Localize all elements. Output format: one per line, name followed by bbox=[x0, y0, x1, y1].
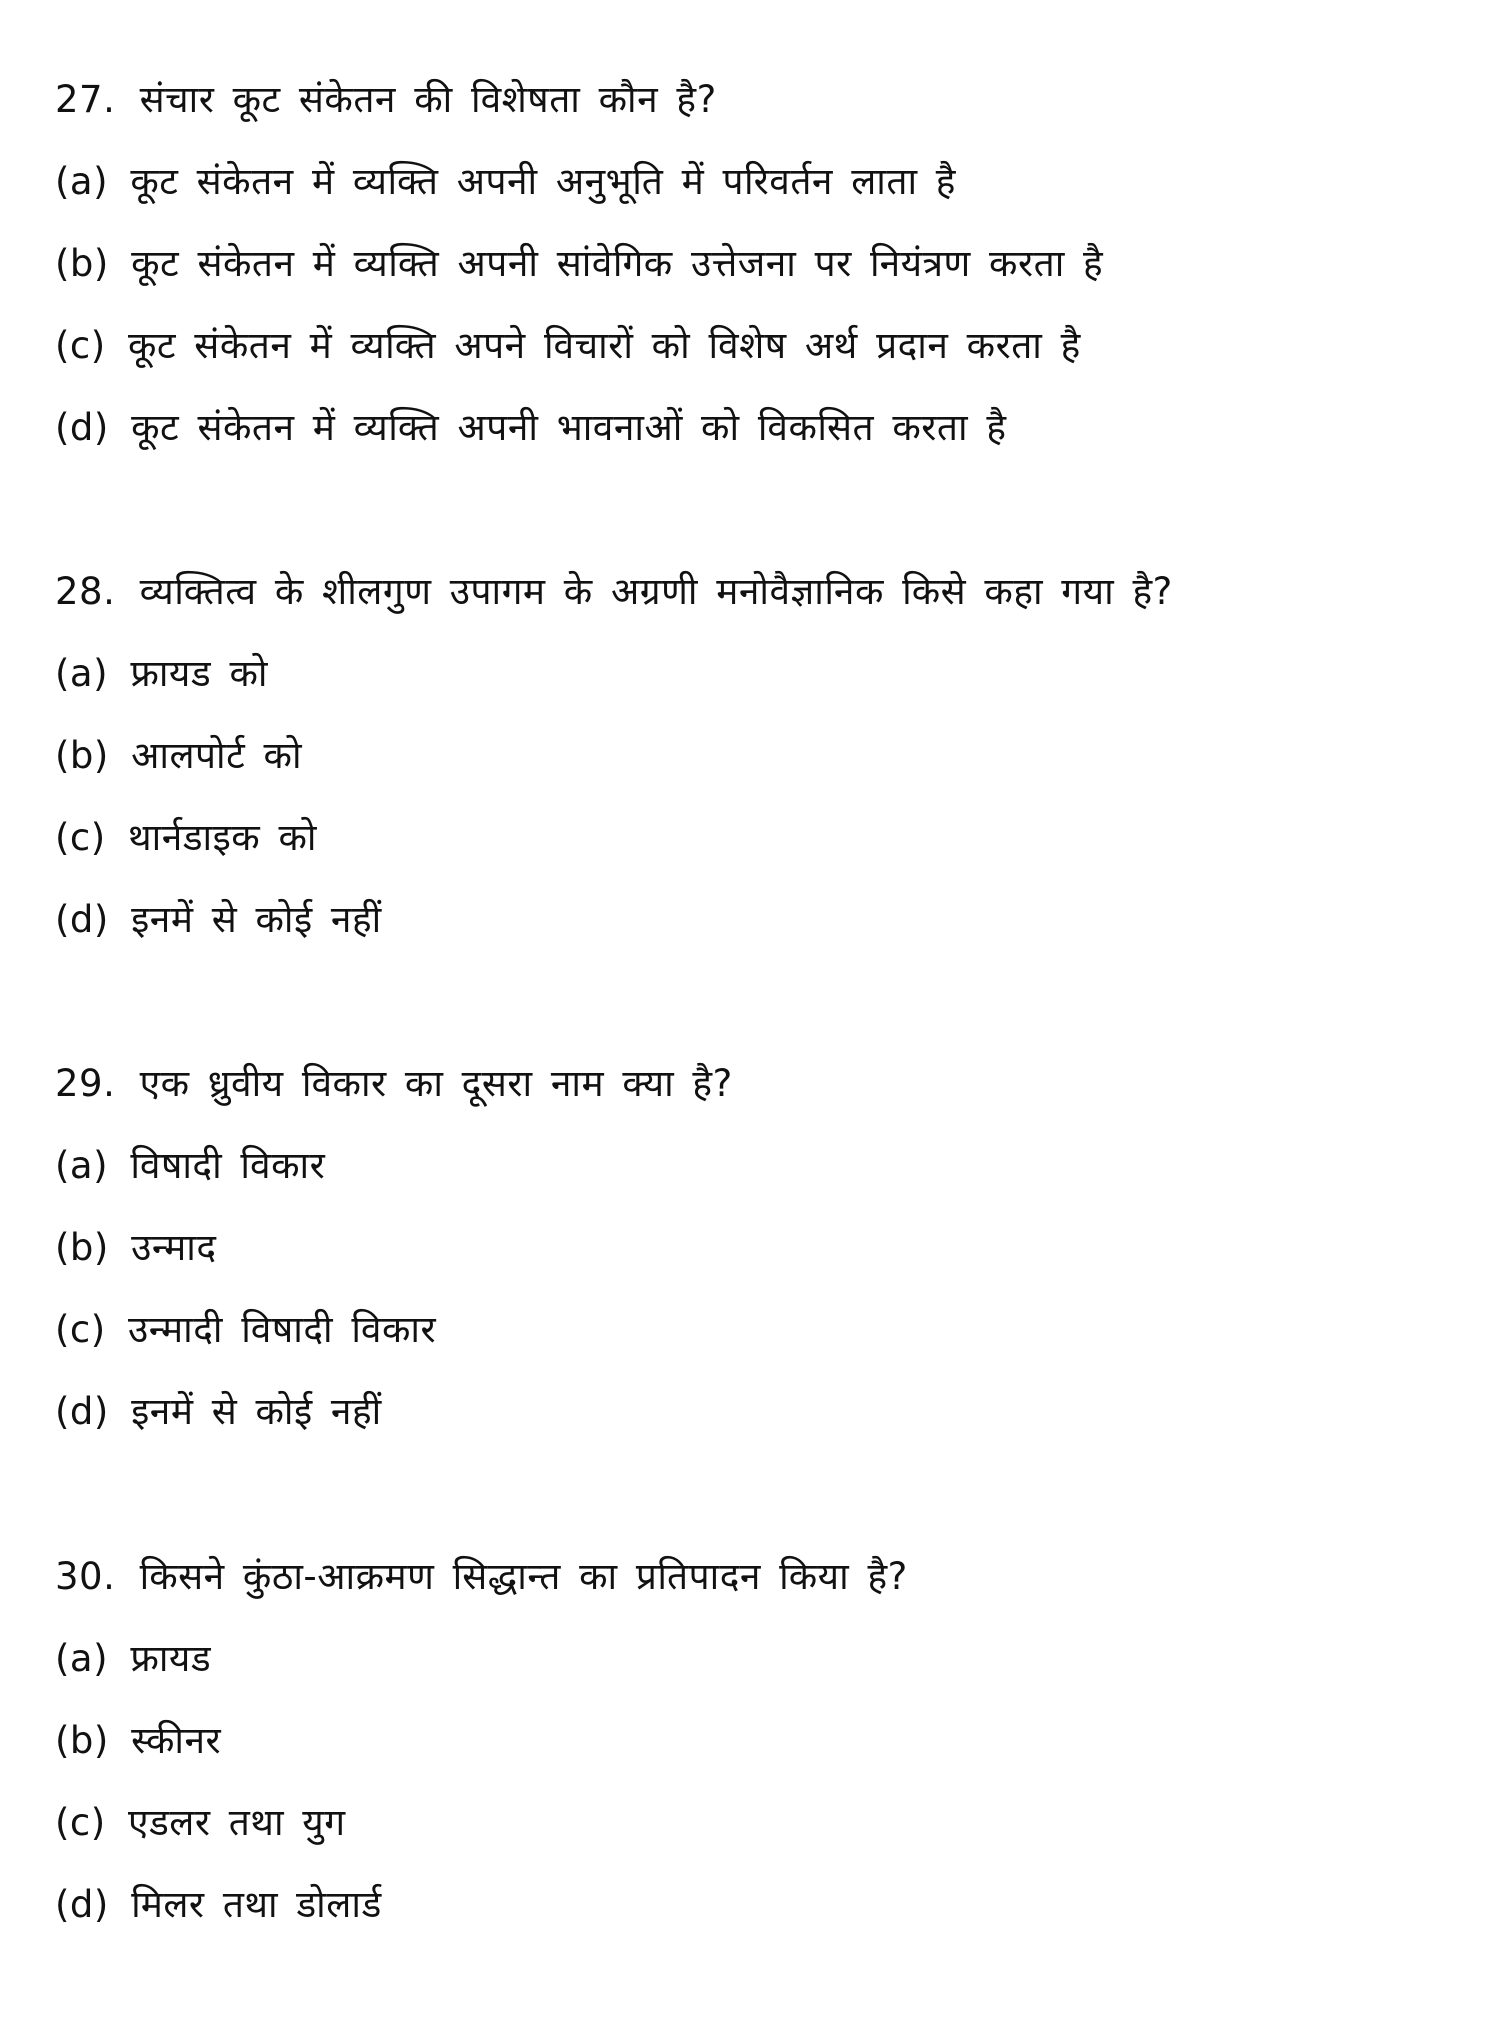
option-28-d bbox=[55, 898, 382, 942]
question-number: 28. bbox=[55, 570, 116, 613]
option-29-a bbox=[55, 1144, 325, 1188]
option-label: (a) bbox=[55, 1637, 109, 1680]
option-label: (c) bbox=[55, 816, 106, 859]
option-label: (b) bbox=[55, 1719, 109, 1762]
option-text: एडलर तथा युग bbox=[127, 1801, 346, 1844]
option-text: फ्रायड bbox=[130, 1637, 212, 1680]
option-30-b bbox=[55, 1719, 221, 1763]
option-28-c bbox=[55, 816, 317, 860]
question-text: किसने कुंठा-आक्रमण सिद्धान्त का प्रतिपादन किया है? bbox=[139, 1555, 908, 1598]
option-label: (d) bbox=[55, 1883, 109, 1926]
option-30-d bbox=[55, 1883, 382, 1927]
option-label: (c) bbox=[55, 1308, 106, 1351]
option-27-c bbox=[55, 324, 1081, 368]
question-27 bbox=[55, 78, 717, 122]
option-28-b bbox=[55, 734, 302, 778]
option-29-d bbox=[55, 1390, 382, 1434]
question-30 bbox=[55, 1555, 908, 1599]
option-label: (b) bbox=[55, 242, 109, 285]
option-29-b bbox=[55, 1226, 217, 1270]
option-label: (d) bbox=[55, 406, 109, 449]
question-text: संचार कूट संकेतन की विशेषता कौन है? bbox=[139, 78, 717, 121]
option-30-c bbox=[55, 1801, 346, 1845]
option-text: विषादी विकार bbox=[130, 1144, 326, 1187]
option-27-d bbox=[55, 406, 1006, 450]
option-30-a bbox=[55, 1637, 211, 1681]
question-number: 30. bbox=[55, 1555, 116, 1598]
option-label: (b) bbox=[55, 1226, 109, 1269]
option-text: कूट संकेतन में व्यक्ति अपनी सांवेगिक उत्तेजना पर नियंत्रण करता है bbox=[131, 242, 1104, 285]
option-28-a bbox=[55, 652, 268, 696]
question-number: 29. bbox=[55, 1062, 116, 1105]
option-label: (a) bbox=[55, 1144, 109, 1187]
question-text: एक ध्रुवीय विकार का दूसरा नाम क्या है? bbox=[139, 1062, 733, 1105]
question-28 bbox=[55, 570, 1173, 614]
option-text: इनमें से कोई नहीं bbox=[131, 1390, 382, 1433]
option-27-b bbox=[55, 242, 1103, 286]
option-text: कूट संकेतन में व्यक्ति अपनी अनुभूति में परिवर्तन लाता है bbox=[130, 160, 956, 203]
option-text: इनमें से कोई नहीं bbox=[131, 898, 382, 941]
option-label: (c) bbox=[55, 1801, 106, 1844]
option-label: (a) bbox=[55, 652, 109, 695]
option-text: कूट संकेतन में व्यक्ति अपनी भावनाओं को विकसित करता है bbox=[131, 406, 1007, 449]
option-text: मिलर तथा डोलार्ड bbox=[131, 1883, 382, 1926]
option-29-c bbox=[55, 1308, 436, 1352]
option-text: स्कीनर bbox=[131, 1719, 222, 1762]
option-label: (d) bbox=[55, 1390, 109, 1433]
option-27-a bbox=[55, 160, 956, 204]
option-label: (a) bbox=[55, 160, 109, 203]
option-label: (c) bbox=[55, 324, 106, 367]
option-text: थार्नडाइक को bbox=[127, 816, 317, 859]
option-text: उन्माद bbox=[131, 1226, 217, 1269]
option-label: (b) bbox=[55, 734, 109, 777]
option-text: फ्रायड को bbox=[130, 652, 268, 695]
question-29 bbox=[55, 1062, 733, 1106]
option-text: उन्मादी विषादी विकार bbox=[127, 1308, 437, 1351]
option-label: (d) bbox=[55, 898, 109, 941]
option-text: आलपोर्ट को bbox=[131, 734, 303, 777]
question-text: व्यक्तित्व के शीलगुण उपागम के अग्रणी मनोवैज्ञानिक किसे कहा गया है? bbox=[139, 570, 1173, 613]
option-text: कूट संकेतन में व्यक्ति अपने विचारों को विशेष अर्थ प्रदान करता है bbox=[127, 324, 1081, 367]
question-number: 27. bbox=[55, 78, 116, 121]
